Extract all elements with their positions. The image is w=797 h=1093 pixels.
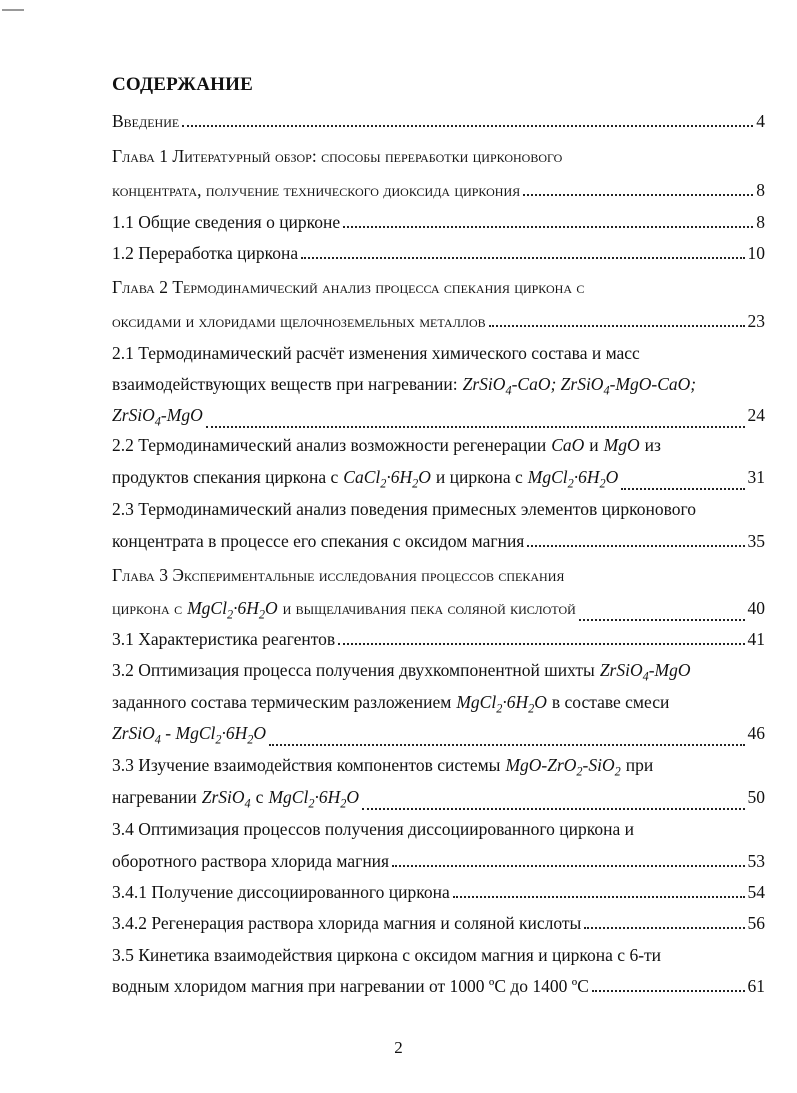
entry-text: продуктов спекания циркона с xyxy=(112,467,339,487)
leader-dots xyxy=(527,545,744,547)
entry-text: нагревании xyxy=(112,787,197,807)
entry-text: и выщелачивания пека соляной кислотой xyxy=(282,598,576,618)
leader-dots xyxy=(301,257,744,259)
toc-entry-2-1[interactable] xyxy=(112,341,765,365)
toc-entry-3-4-cont[interactable] xyxy=(112,849,765,873)
leader-dots xyxy=(579,619,745,621)
entry-text: водным хлоридом магния при нагревании от 1000 ºС до 1400 ºС xyxy=(112,976,589,996)
formula: ZrSiO$_4$ - $MgCl_2\cdot 6H_2O$ xyxy=(112,723,267,747)
leader-dots xyxy=(206,426,745,428)
toc-entry-2-1-cont[interactable] xyxy=(112,372,765,403)
scan-mark xyxy=(2,9,24,11)
entry-text: 3.5 Кинетика взаимодействия циркона с оксидом магния и циркона с 6-ти xyxy=(112,945,662,965)
page-ref: 41 xyxy=(747,629,765,649)
page-ref: 54 xyxy=(747,882,765,902)
toc-entry-2-1-cont2[interactable] xyxy=(112,403,765,434)
entry-text: при xyxy=(625,755,654,775)
toc-entry-3-5[interactable] xyxy=(112,943,765,967)
formula: $MgCl_2\cdot 6H_2O$ xyxy=(527,467,619,491)
entry-text: с xyxy=(255,787,264,807)
entry-text: 2.2 Термодинамический анализ возможности регенерации xyxy=(112,435,547,455)
page-ref: 61 xyxy=(747,976,765,996)
toc-entry-3-2-cont[interactable] xyxy=(112,690,765,721)
toc-entry-1-1[interactable] xyxy=(112,210,765,234)
formula: ZrSiO$_4$-MgO xyxy=(599,660,691,684)
page-ref: 23 xyxy=(747,311,765,331)
toc-entry-2-3-cont[interactable] xyxy=(112,529,765,553)
leader-dots xyxy=(523,194,753,196)
toc-entry-3-4-1[interactable] xyxy=(112,880,765,904)
entry-text: 3.4 Оптимизация процессов получения диссоциированного циркона и xyxy=(112,819,635,839)
toc-entry-chapter-3-cont[interactable] xyxy=(112,596,765,627)
entry-text: в составе смеси xyxy=(551,692,670,712)
entry-text: концентрата в процессе его спекания с оксидом магния xyxy=(112,531,525,551)
entry-text: 3.1 Характеристика реагентов xyxy=(112,629,336,649)
page-ref: 8 xyxy=(756,180,765,200)
page-ref: 40 xyxy=(747,598,765,618)
toc-entry-3-2-cont2[interactable] xyxy=(112,721,765,752)
leader-dots xyxy=(269,744,744,746)
entry-text: из xyxy=(644,435,661,455)
toc-entry-introduction[interactable] xyxy=(112,109,765,133)
entry-text: 2.3 Термодинамический анализ поведения примесных элементов цирконового xyxy=(112,499,696,519)
formula: ZrSiO$_4$ xyxy=(201,787,251,811)
entry-text: 3.3 Изучение взаимодействия компонентов системы xyxy=(112,755,501,775)
leader-dots xyxy=(362,808,745,810)
page-ref: 4 xyxy=(756,111,765,131)
leader-dots xyxy=(453,896,745,898)
page-ref: 50 xyxy=(747,787,765,807)
toc-entry-3-3[interactable] xyxy=(112,753,765,784)
toc-entry-2-3[interactable] xyxy=(112,497,765,521)
entry-text: концентрата, получение технического диоксида циркония xyxy=(112,180,521,200)
entry-text: заданного состава термическим разложением xyxy=(112,692,452,712)
page-ref: 35 xyxy=(747,531,765,551)
toc-entry-2-2-cont[interactable] xyxy=(112,465,765,496)
entry-text: 1.2 Переработка циркона xyxy=(112,243,299,263)
leader-dots xyxy=(489,325,745,327)
entry-text: оксидами и хлоридами щелочноземельных металлов xyxy=(112,311,486,331)
toc-entry-chapter-1[interactable] xyxy=(112,144,765,168)
entry-text: 3.4.2 Регенерация раствора хлорида магния и соляной кислоты xyxy=(112,913,582,933)
formula: MgO-ZrO$_2$-SiO$_2$ xyxy=(505,755,621,779)
entry-text: 2.1 Термодинамический расчёт изменения химического состава и масс xyxy=(112,343,640,363)
leader-dots xyxy=(338,643,744,645)
formula: ZrSiO$_4$-CaO; ZrSiO$_4$-MgO-CaO; xyxy=(462,374,697,398)
page-ref: 31 xyxy=(747,467,765,487)
entry-text: 3.2 Оптимизация процесса получения двухкомпонентной шихты xyxy=(112,660,595,680)
page-ref: 10 xyxy=(747,243,765,263)
toc-entry-chapter-2-cont[interactable] xyxy=(112,309,765,333)
formula: $MgCl_2\cdot 6H_2O$ xyxy=(456,692,547,716)
entry-text: Глава 3 Экспериментальные исследования процессов спекания xyxy=(112,565,565,585)
toc-entry-3-3-cont[interactable] xyxy=(112,785,765,816)
formula: ZrSiO$_4$-MgO xyxy=(112,405,203,429)
entry-text: Глава 2 Термодинамический анализ процесса спекания циркона с xyxy=(112,277,585,297)
page-ref: 46 xyxy=(747,723,765,743)
toc-entry-chapter-1-cont[interactable] xyxy=(112,178,765,202)
entry-text: и xyxy=(589,435,599,455)
entry-text: циркона с xyxy=(112,598,183,618)
leader-dots xyxy=(343,226,753,228)
formula: MgO xyxy=(603,435,640,455)
entry-text: Введение xyxy=(112,111,180,131)
toc-entry-3-4-2[interactable] xyxy=(112,911,765,935)
page-number: 2 xyxy=(394,1038,403,1057)
page-ref: 8 xyxy=(756,212,765,232)
leader-dots xyxy=(621,488,744,490)
entry-text: Глава 1 Литературный обзор: способы переработки цирконового xyxy=(112,146,563,166)
entry-text: 1.1 Общие сведения о цирконе xyxy=(112,212,341,232)
formula: $MgCl_2\cdot 6H_2O$ xyxy=(187,598,278,622)
leader-dots xyxy=(592,990,745,992)
leader-dots xyxy=(392,865,744,867)
leader-dots xyxy=(182,125,753,127)
toc-entry-chapter-3[interactable] xyxy=(112,563,765,587)
leader-dots xyxy=(584,927,744,929)
toc-entry-3-2[interactable] xyxy=(112,658,765,689)
toc-entry-1-2[interactable] xyxy=(112,241,765,265)
toc-entry-chapter-2[interactable] xyxy=(112,275,765,299)
page-ref: 56 xyxy=(747,913,765,933)
page-ref: 53 xyxy=(747,851,765,871)
toc-title: СОДЕРЖАНИЕ xyxy=(112,74,253,95)
toc-entry-3-1[interactable] xyxy=(112,627,765,651)
entry-text: 3.4.1 Получение диссоциированного циркона xyxy=(112,882,450,902)
formula: CaO xyxy=(551,435,585,455)
entry-text: и циркона с xyxy=(435,467,523,487)
page-ref: 24 xyxy=(747,405,765,425)
entry-text: оборотного раствора хлорида магния xyxy=(112,851,390,871)
formula: $CaCl_2\cdot 6H_2O$ xyxy=(343,467,431,491)
toc-entry-3-4[interactable] xyxy=(112,817,765,841)
toc-entry-2-2[interactable] xyxy=(112,433,765,457)
toc-entry-3-5-cont[interactable] xyxy=(112,974,765,998)
formula: $MgCl_2\cdot 6H_2O$ xyxy=(268,787,359,811)
entry-text: взаимодействующих веществ при нагревании: xyxy=(112,374,458,394)
